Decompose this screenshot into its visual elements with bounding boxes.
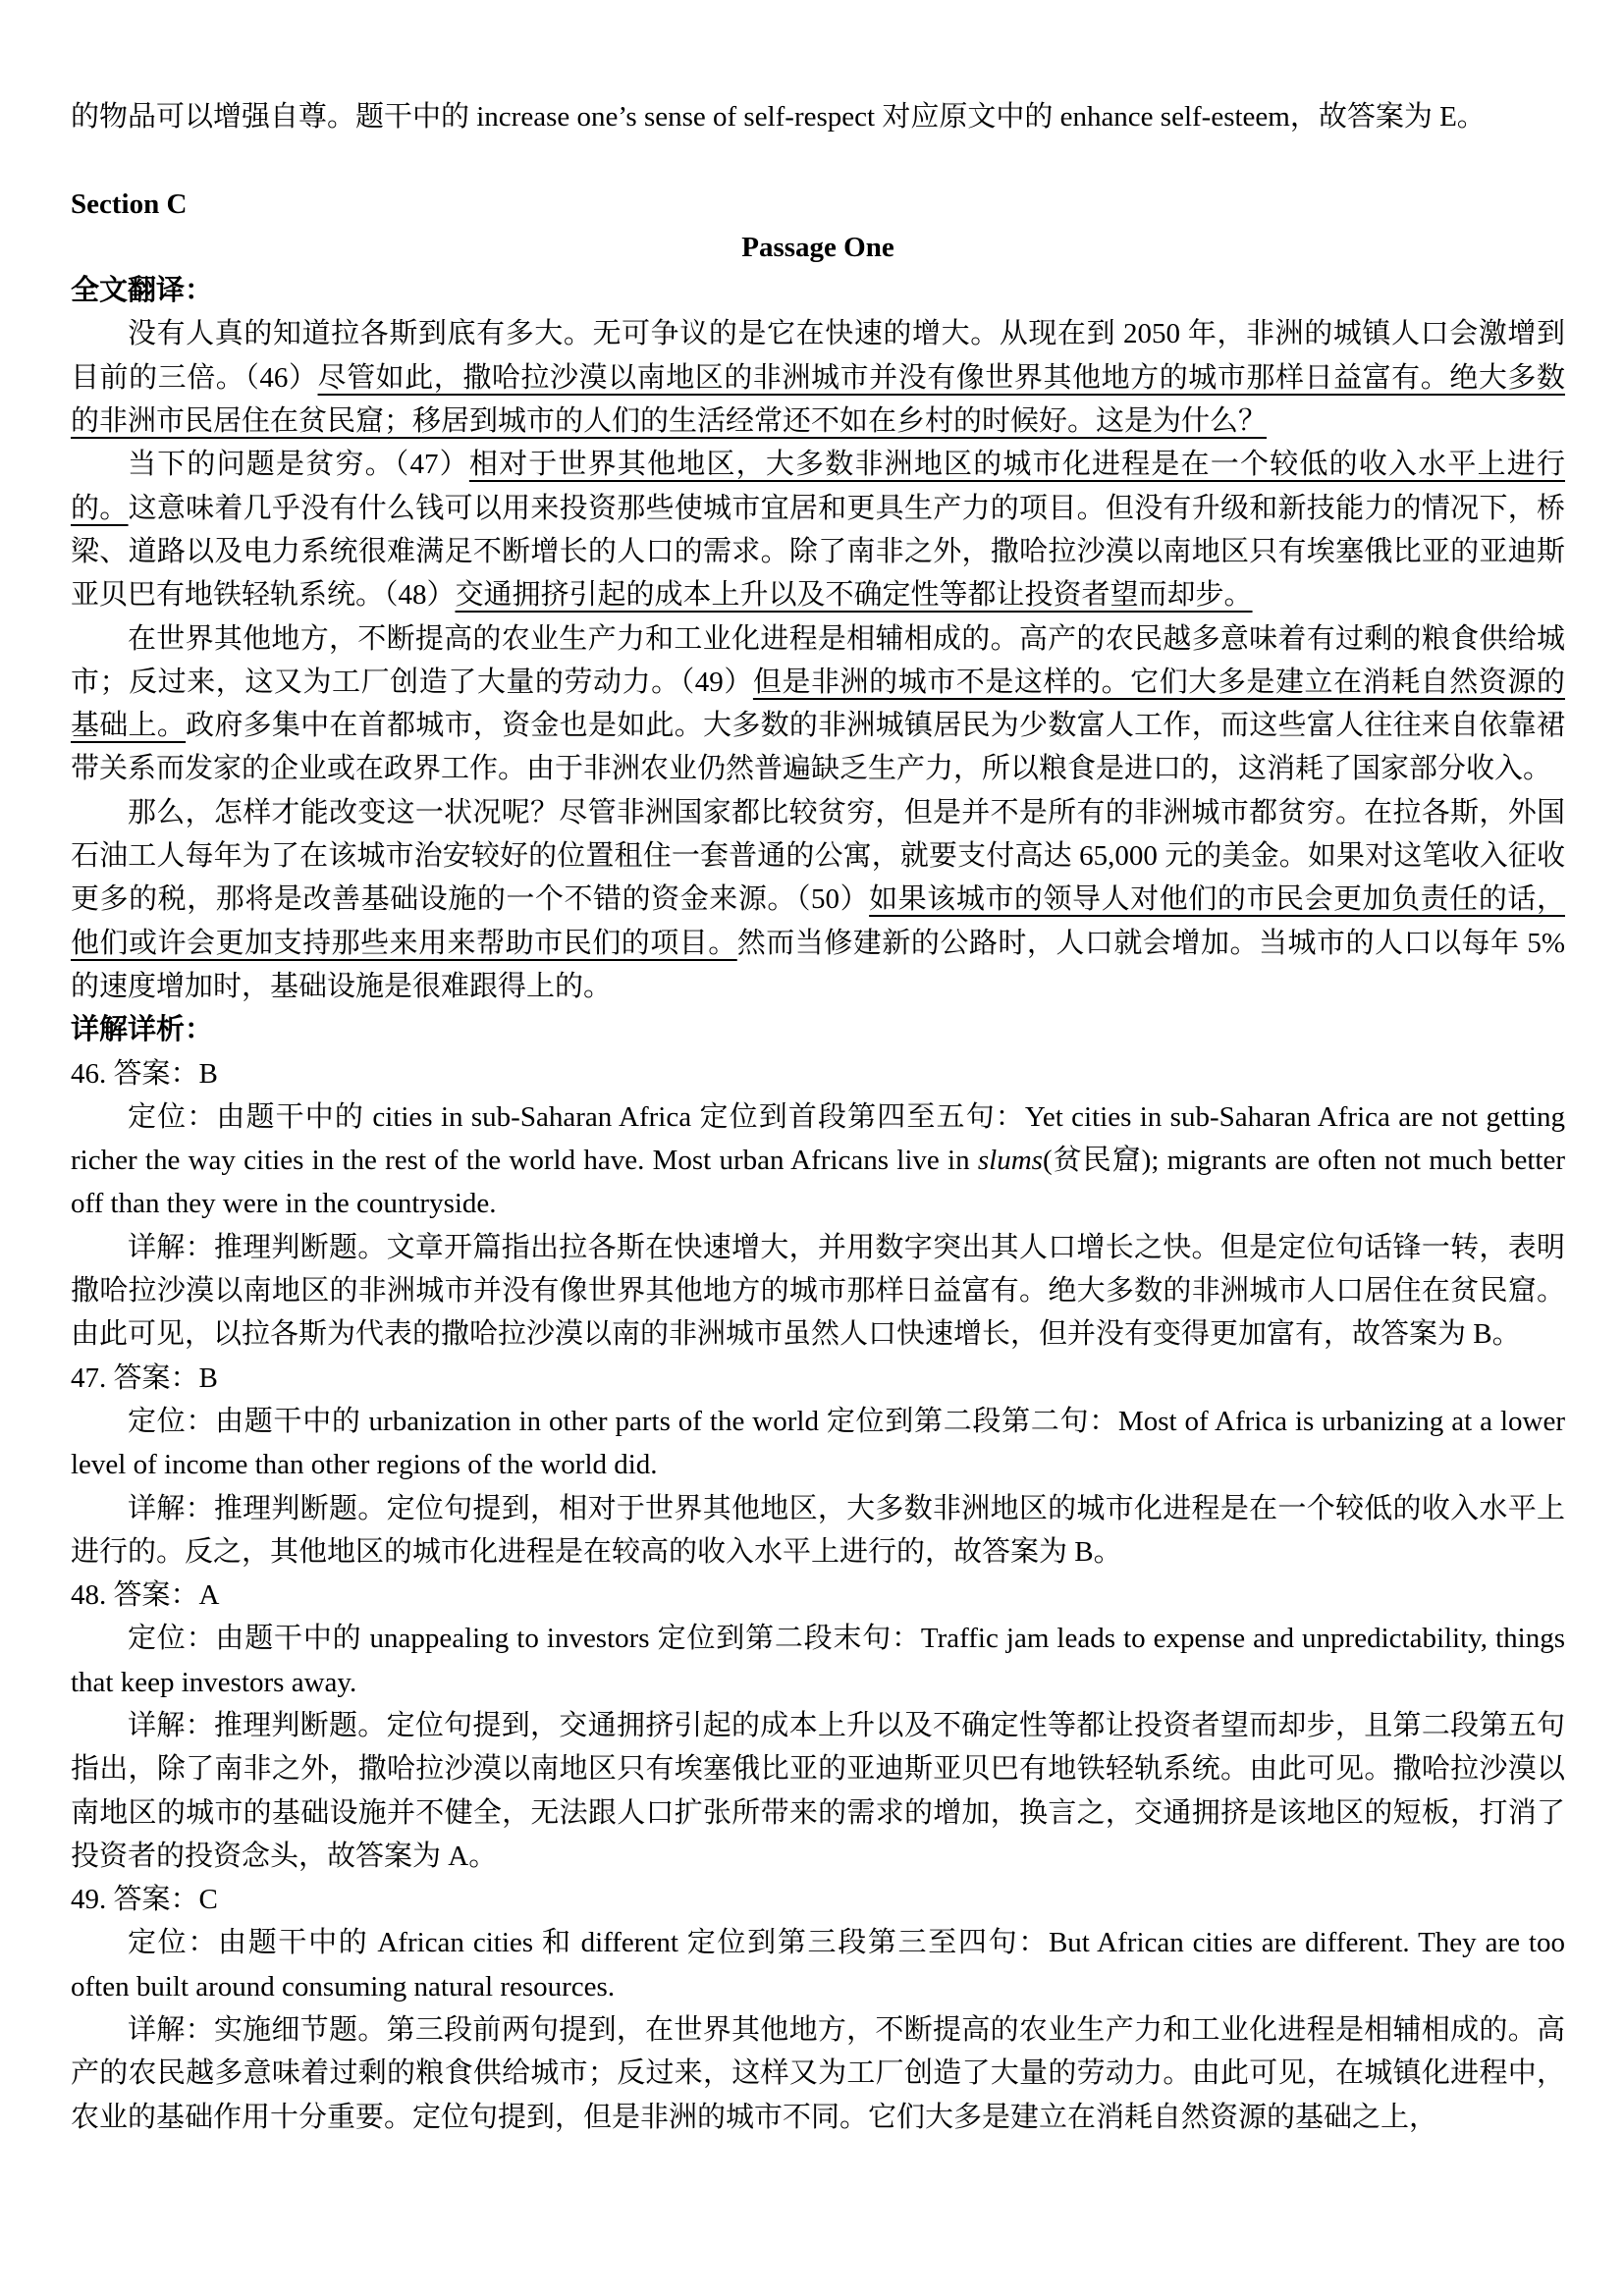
text-run: 在世界其他地方，不断提高的农业生产力和工业化进程是相辅相成的。高产的农民越多意味着有过剩的粮食供给城市；反过来，这又为工厂创造了大量的劳动力。（49） (71, 622, 1565, 698)
translation-section (71, 312, 1565, 1008)
answer-line-46: 46. 答案：B (71, 1057, 218, 1090)
continuation-paragraph: 的物品可以增强自尊。题干中的 increase one’s sense of self-respect 对应原文中的 enhance self-esteem，故答案为 E。 (71, 101, 1486, 133)
text-run: 详解：推理判断题。文章开篇指出拉各斯在快速增大，并用数字突出其人口增长之快。但是定位句话锋一转，表明撒哈拉沙漠以南地区的非洲城市并没有像世界其他地方的城市那样日益富有。绝大多数的非洲城市人口居住在贫民窟。由此可见，以拉各斯为代表的撒哈拉沙漠以南的非洲城市虽然人口快速增长，但并没有变得更加富有，故答案为 B。 (71, 1231, 1565, 1351)
translation-paragraph (71, 791, 1565, 1008)
underlined-text: 但是非洲的城市不是这样的。它们大多是建立在消耗自然资源的基础上。 (71, 666, 1565, 742)
answer-line-48: 48. 答案：A (71, 1579, 220, 1612)
analysis-heading: 详解详析： (71, 1014, 214, 1046)
text-run: 详解：实施细节题。第三段前两句提到，在世界其他地方，不断提高的农业生产力和工业化进程是相辅相成的。高产的农民越多意味着过剩的粮食供给城市；反过来，这样又为工厂创造了大量的劳动力。由此可见，在城镇化进程中，农业的基础作用十分重要。定位句提到，但是非洲的城市不同。它们大多是建立在消耗自然资源的基础之上， (71, 2014, 1565, 2133)
translation-heading: 全文翻译： (71, 275, 214, 307)
text-run: 详解：推理判断题。定位句提到，相对于世界其他地区，大多数非洲地区的城市化进程是在一个较低的收入水平上进行的。反之，其他地区的城市化进程是在较高的收入水平上进行的，故答案为 B。 (71, 1492, 1565, 1568)
passage-title: Passage One (741, 231, 894, 263)
analysis-section (71, 1052, 1565, 2139)
section-heading: Section C (71, 187, 188, 220)
text-run: 没有人真的知道拉各斯到底有多大。无可争议的是它在快速的增大。从现在到 2050 年，非洲的城镇人口会激增到目前的三倍。（46） (71, 318, 1565, 394)
explanation-paragraph (71, 1487, 1565, 1575)
text-run: 这意味着几乎没有什么钱可以用来投资那些使城市宜居和更具生产力的项目。但没有升级和新技能力的情况下，桥梁、道路以及电力系统很难满足不断增长的人口的需求。除了南非之外，撒哈拉沙漠以南地区只有埃塞俄比亚的亚迪斯亚贝巴有地铁轻轨系统。（48） (71, 492, 1565, 612)
text-run: 定位：由题干中的 cities in sub-Saharan Africa 定位到首段第四至五句：Yet cities in sub-Saharan Africa are not getting richer the way cities in the rest of the world have. Most urban Africans live in (71, 1100, 1565, 1177)
underlined-text: 尽管如此，撒哈拉沙漠以南地区的非洲城市并没有像世界其他地方的城市那样日益富有。绝大多数的非洲市民居住在贫民窟；移居到城市的人们的生活经常还不如在乡村的时候好。这是为什么？ (71, 361, 1565, 438)
text-run: 定位：由题干中的 African cities 和 different 定位到第三段第三至四句：But African cities are different. They are too often built around consuming natural resources. (71, 1927, 1565, 2002)
location-paragraph (71, 1617, 1565, 1704)
text-run: 定位：由题干中的 unappealing to investors 定位到第二段末句：Traffic jam leads to expense and unpredictability, things that keep investors away. (71, 1623, 1565, 1698)
location-paragraph (71, 1095, 1565, 1226)
text-run: 当下的问题是贫穷。（47） (128, 449, 469, 481)
translation-paragraph (71, 617, 1565, 791)
explanation-paragraph (71, 1704, 1565, 1878)
underlined-text: 交通拥挤引起的成本上升以及不确定性等都让投资者望而却步。 (455, 579, 1253, 612)
translation-paragraph (71, 312, 1565, 443)
location-paragraph (71, 1921, 1565, 2008)
text-run: 那么，怎样才能改变这一状况呢？尽管非洲国家都比较贫穷，但是并不是所有的非洲城市都贫穷。在拉各斯，外国石油工人每年为了在该城市治安较好的位置租住一套普通的公寓，就要支付高达 65,000 元的美金。如果对这笔收入征收更多的税，那将是改善基础设施的一个不错的资金来源。（50） (71, 796, 1565, 916)
text-run: 政府多集中在首都城市，资金也是如此。大多数的非洲城镇居民为少数富人工作，而这些富人往往来自依靠裙带关系而发家的企业或在政界工作。由于非洲农业仍然普遍缺乏生产力，所以粮食是进口的，这消耗了国家部分收入。 (71, 710, 1565, 785)
italic-text: slums (977, 1145, 1043, 1177)
answer-line-49: 49. 答案：C (71, 1884, 218, 1916)
text-run: (贫民窟); migrants are often not much better off than they were in the countryside. (71, 1145, 1565, 1220)
translation-paragraph (71, 443, 1565, 616)
underlined-text: 如果该城市的领导人对他们的市民会更加负责任的话，他们或许会更加支持那些来用来帮助市民们的项目。 (71, 883, 1565, 959)
text-run: 然而当修建新的公路时，人口就会增加。当城市的人口以每年 5%的速度增加时，基础设施是很难跟得上的。 (71, 927, 1565, 1002)
location-paragraph (71, 1400, 1565, 1487)
underlined-text: 相对于世界其他地区，大多数非洲地区的城市化进程是在一个较低的收入水平上进行的。 (71, 449, 1565, 524)
answer-line-47: 47. 答案：B (71, 1362, 218, 1394)
text-run: 详解：推理判断题。定位句提到，交通拥挤引起的成本上升以及不确定性等都让投资者望而却步，且第二段第五句指出，除了南非之外，撒哈拉沙漠以南地区只有埃塞俄比亚的亚迪斯亚贝巴有地铁轻轨系统。由此可见。撒哈拉沙漠以南地区的城市的基础设施并不健全，无法跟人口扩张所带来的需求的增加，换言之，交通拥挤是该地区的短板，打消了投资者的投资念头，故答案为 A。 (71, 1709, 1565, 1872)
explanation-paragraph (71, 2008, 1565, 2139)
explanation-paragraph (71, 1226, 1565, 1357)
text-run: 定位：由题干中的 urbanization in other parts of the world 定位到第二段第二句：Most of Africa is urbanizing at a lower level of income than other regions of the world did. (71, 1405, 1565, 1481)
